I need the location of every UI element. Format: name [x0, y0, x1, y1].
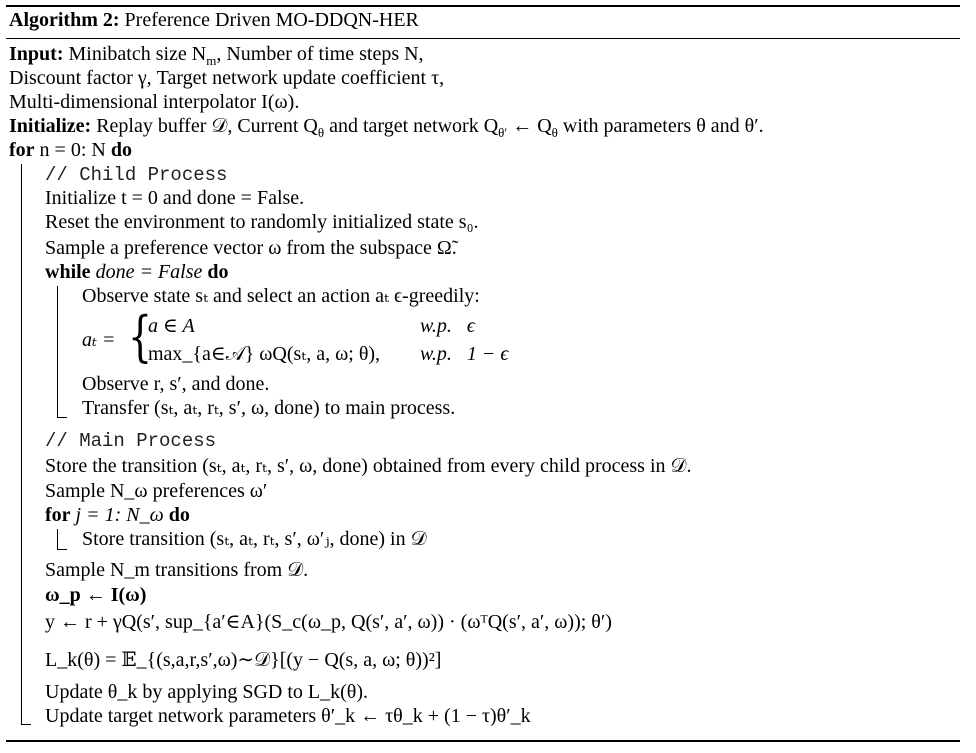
for2-do-keyword: do	[168, 504, 190, 526]
initialize-text-4: with parameters θ and θ′.	[557, 115, 764, 137]
algorithm-label: Algorithm 2:	[9, 9, 120, 31]
for-keyword: for	[9, 139, 35, 161]
initialize-text-1: Replay buffer 𝒟, Current Q	[96, 115, 318, 137]
input-line-3: Multi-dimensional interpolator I(ω).	[9, 91, 300, 113]
do-keyword: do	[110, 139, 132, 161]
target-equation: y ← r + γQ(s′, sup_{a′∈A}(S_c(ω_p, Q(s′, a′, ω)) · (ωᵀQ(s′, a′, ω)); θ′)	[45, 611, 612, 633]
outer-loop-bar	[21, 164, 22, 724]
main-line-4: ω_p ← I(ω)	[45, 584, 147, 606]
while-condition: done = False	[90, 261, 208, 283]
input-text-1-sub: m	[206, 53, 217, 68]
while-line-3: Transfer (sₜ, aₜ, rₜ, s′, ω, done) to main process.	[82, 397, 456, 419]
input-keyword: Input:	[9, 43, 64, 65]
algorithm-title: Preference Driven MO-DDQN-HER	[124, 9, 419, 31]
for-body-line: Store transition (sₜ, aₜ, rₜ, s′, ω′ⱼ, done) in 𝒟	[82, 528, 427, 550]
case-1-condition: w.p. ϵ	[420, 315, 475, 337]
while-loop-foot	[57, 417, 67, 418]
input-text-1b: , Number of time steps N,	[216, 43, 424, 65]
initialize-keyword: Initialize:	[9, 115, 92, 137]
child-line-3: Sample a preference vector ω from the subspace Ω̃.	[45, 237, 457, 259]
case-2-expression: max_{a∈𝒜} ωQ(sₜ, a, ω; θ),	[148, 343, 381, 365]
for2-keyword: for	[45, 504, 71, 526]
initialize-sub-1: θ	[317, 125, 325, 140]
main-line-7: Update θ_k by applying SGD to L_k(θ).	[45, 681, 369, 703]
for-range: n = 0: N	[34, 139, 111, 161]
action-lhs: aₜ =	[82, 329, 116, 351]
child-line-2: Reset the environment to randomly initialized state s₀.	[45, 211, 479, 233]
input-line-1	[9, 42, 424, 66]
input-line-2: Discount factor γ, Target network update coefficient τ,	[9, 67, 445, 89]
main-line-2: Sample N_ω preferences ω′	[45, 480, 268, 502]
for-preferences-line	[45, 503, 190, 527]
initialize-text-3: ← Q	[507, 115, 552, 137]
while-line-2: Observe r, s′, and done.	[82, 373, 270, 395]
algorithm-caption	[9, 8, 419, 32]
while-loop-bar	[57, 286, 58, 417]
case-2-condition: w.p. 1 − ϵ	[420, 343, 509, 365]
comment-child-process: // Child Process	[45, 164, 228, 186]
while-keyword: while	[45, 261, 91, 283]
main-line-1: Store the transition (sₜ, aₜ, rₜ, s′, ω, done) obtained from every child process in 𝒟.	[45, 455, 692, 477]
outer-loop-foot	[21, 724, 31, 725]
while-line-1: Observe state sₜ and select an action aₜ ϵ-greedily:	[82, 285, 480, 307]
while-line	[45, 260, 229, 284]
case-1-expression: a ∈ A	[148, 315, 195, 337]
initialize-sub-2: θ′	[498, 125, 508, 140]
inner-for-bar	[57, 529, 58, 549]
initialize-text-2: and target network Q	[324, 115, 499, 137]
inner-for-foot	[57, 549, 67, 550]
main-line-3: Sample N_m transitions from 𝒟.	[45, 559, 309, 581]
bottom-rule	[6, 740, 960, 742]
while-do-keyword: do	[207, 261, 229, 283]
comment-main-process: // Main Process	[45, 430, 217, 452]
loss-equation: L_k(θ) = 𝔼_{(s,a,r,s′,ω)∼𝒟}[(y − Q(s, a, ω; θ))²]	[45, 649, 442, 671]
initialize-line	[9, 114, 764, 138]
child-line-1: Initialize t = 0 and done = False.	[45, 187, 305, 209]
initialize-sub-3: θ	[551, 125, 558, 140]
for2-range: j = 1: N_ω	[70, 504, 169, 526]
input-text-1: Minibatch size N	[68, 43, 207, 65]
top-rule	[6, 5, 960, 7]
main-line-8: Update target network parameters θ′_k ← τθ_k + (1 − τ)θ′_k	[45, 705, 531, 727]
cases-brace-icon: {	[128, 305, 153, 368]
caption-rule	[6, 38, 960, 39]
for-line	[9, 138, 132, 162]
